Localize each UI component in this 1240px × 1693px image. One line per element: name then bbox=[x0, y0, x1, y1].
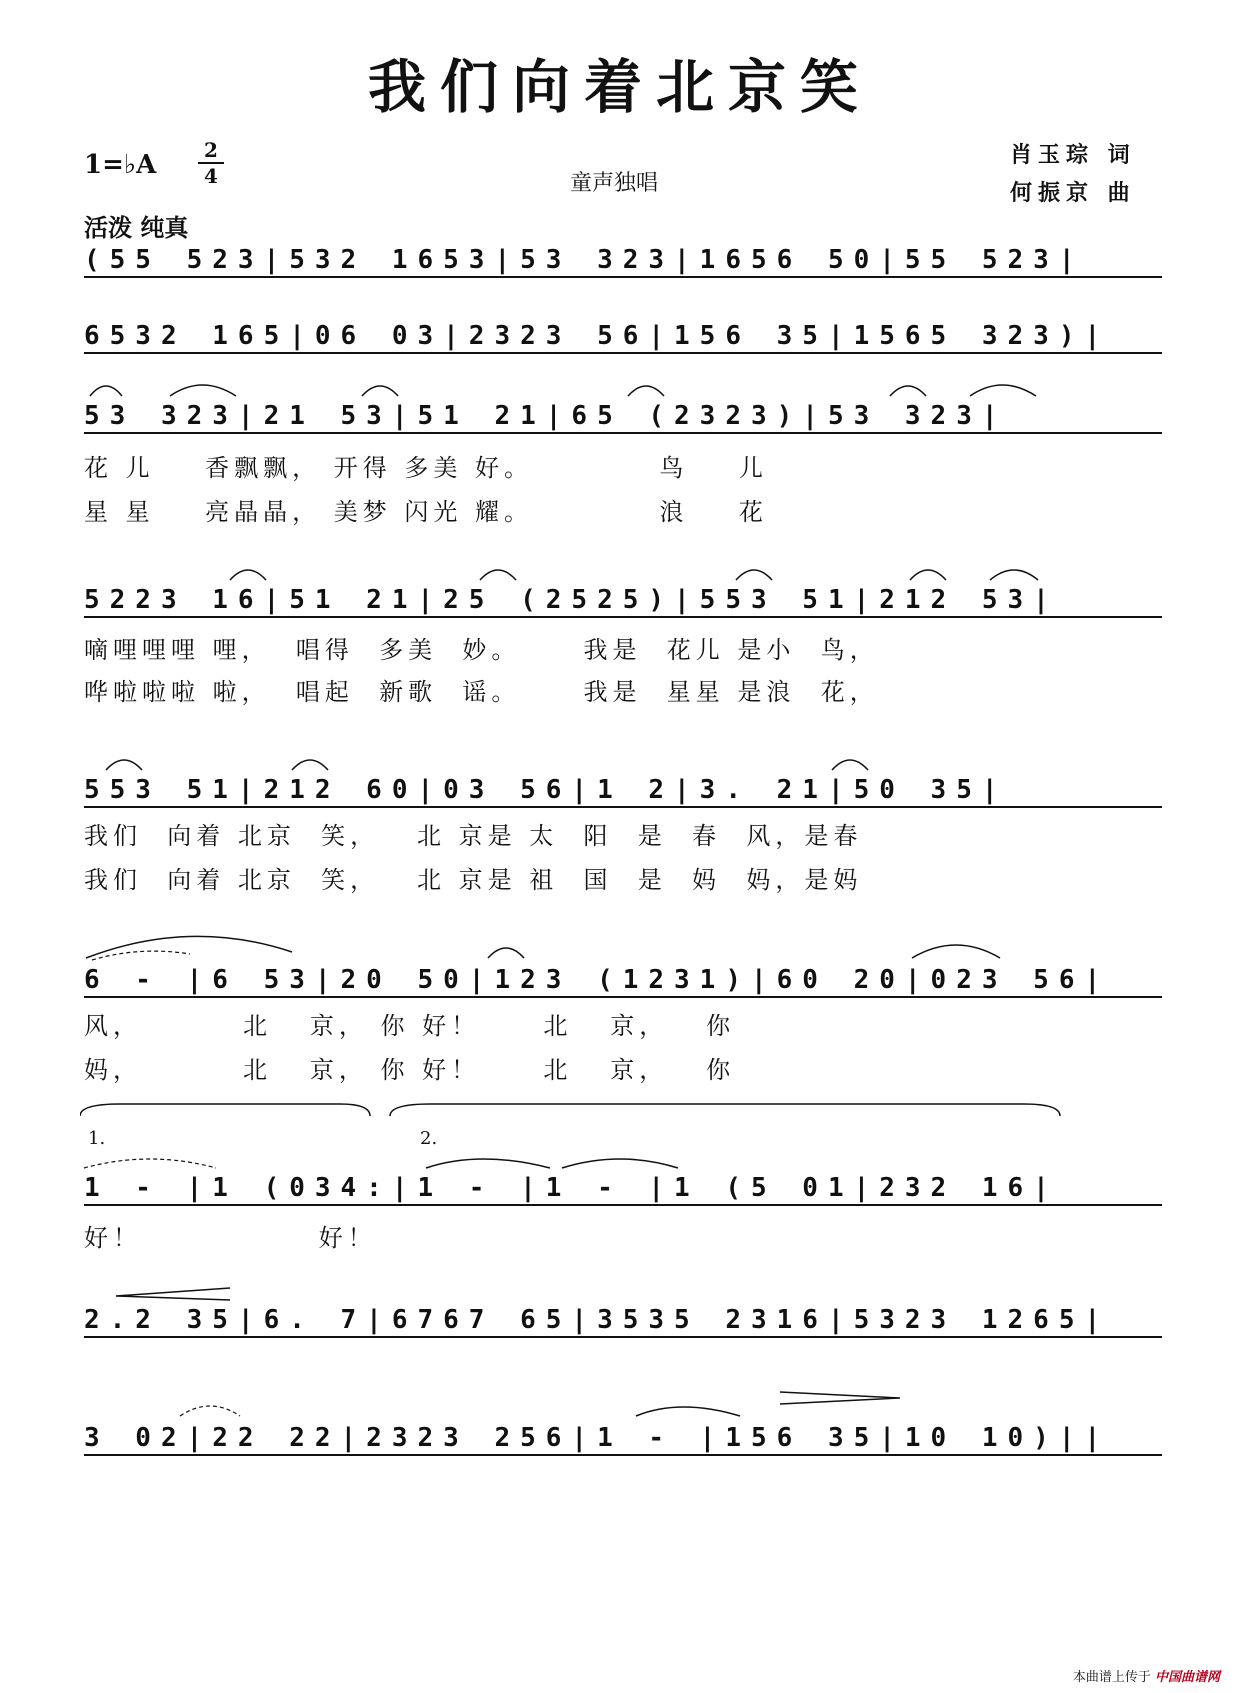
volta-brackets bbox=[80, 1098, 1170, 1122]
lyric-ending: 好！ 好！ bbox=[84, 1224, 377, 1252]
volta-2-label: 2. bbox=[420, 1128, 438, 1149]
notation-line-2 bbox=[84, 316, 1162, 356]
underline bbox=[84, 1336, 1162, 1338]
notes: 53 323|21 53|51 21|65 (2323)|53 323| bbox=[84, 401, 1008, 431]
dynamics-crescendo bbox=[80, 1278, 1170, 1302]
slurs bbox=[80, 372, 1170, 398]
slurs bbox=[80, 746, 1170, 772]
lyric-verse-1: 我们 向着 北京 笑， 北 京是 太 阳 是 春 风，是春 bbox=[84, 822, 863, 850]
underline bbox=[84, 1204, 1162, 1206]
notes: (55 523|532 1653|53 323|1656 50|55 523| bbox=[84, 245, 1085, 275]
notes: 6532 165|06 03|2323 56|156 35|1565 323)| bbox=[84, 321, 1111, 351]
lyric-verse-2: 哗啦啦啦 啦， 唱起 新歌 谣。 我是 星星 是浪 花， bbox=[84, 678, 879, 706]
score-title: 我们向着北京笑 bbox=[367, 53, 872, 121]
notation-line-7 bbox=[84, 1168, 1162, 1208]
volta-1-label: 1. bbox=[88, 1128, 106, 1149]
notes: 1 - |1 (034:|1 - |1 - |1 (5 01|232 16| bbox=[84, 1173, 1059, 1203]
notation-line-1 bbox=[84, 240, 1162, 280]
lyric-verse-1: 花 儿 香飘飘， 开得 多美 好。 鸟 儿 bbox=[84, 454, 768, 482]
underline bbox=[84, 1454, 1162, 1456]
composer-credit: 何振京 曲 bbox=[1010, 180, 1136, 206]
time-bottom: 4 bbox=[204, 164, 218, 188]
dynamics-and-slurs bbox=[80, 1388, 1170, 1418]
underline bbox=[84, 432, 1162, 434]
footer-credit bbox=[1073, 1666, 1220, 1685]
underline bbox=[84, 352, 1162, 354]
performance-note: 童声独唱 bbox=[570, 171, 659, 196]
site-logo-text[interactable]: 中国曲谱网 bbox=[1154, 1670, 1220, 1685]
slurs bbox=[80, 922, 1170, 962]
footer-text: 本曲谱上传于 bbox=[1072, 1670, 1151, 1685]
lyric-verse-2: 我们 向着 北京 笑， 北 京是 祖 国 是 妈 妈，是妈 bbox=[84, 866, 863, 894]
lyric-verse-2: 星 星 亮晶晶， 美梦 闪光 耀。 浪 花 bbox=[84, 498, 768, 526]
lyric-verse-1: 风， 北 京， 你 好！ 北 京， 你 bbox=[84, 1012, 736, 1040]
notes: 6 - |6 53|20 50|123 (1231)|60 20|023 56| bbox=[84, 965, 1111, 995]
underline bbox=[84, 806, 1162, 808]
notes: 5223 16|51 21|25 (2525)|553 51|212 53| bbox=[84, 585, 1059, 615]
notation-line-4 bbox=[84, 580, 1162, 620]
notation-line-9 bbox=[84, 1418, 1162, 1458]
notation-line-3 bbox=[84, 396, 1162, 436]
time-signature bbox=[198, 140, 224, 186]
key-signature: 1=♭A bbox=[84, 150, 157, 180]
time-top: 2 bbox=[204, 138, 218, 162]
underline bbox=[84, 996, 1162, 998]
underline bbox=[84, 616, 1162, 618]
lyric-verse-1: 嘀哩哩哩 哩， 唱得 多美 妙。 我是 花儿 是小 鸟， bbox=[84, 636, 879, 664]
notes: 3 02|22 22|2323 256|1 - |156 35|10 10)|| bbox=[84, 1423, 1111, 1453]
notation-line-8 bbox=[84, 1300, 1162, 1340]
slurs bbox=[80, 556, 1170, 582]
notation-line-6 bbox=[84, 960, 1162, 1000]
tempo-marking: 活泼 纯真 bbox=[84, 213, 189, 242]
notes: 2.2 35|6. 7|6767 65|3535 2316|5323 1265| bbox=[84, 1305, 1111, 1335]
notes: 553 51|212 60|03 56|1 2|3. 21|50 35| bbox=[84, 775, 1008, 805]
notation-line-5 bbox=[84, 770, 1162, 810]
lyricist-credit: 肖玉琮 词 bbox=[1010, 142, 1136, 168]
lyric-verse-2: 妈， 北 京， 你 好！ 北 京， 你 bbox=[84, 1056, 736, 1084]
underline bbox=[84, 276, 1162, 278]
